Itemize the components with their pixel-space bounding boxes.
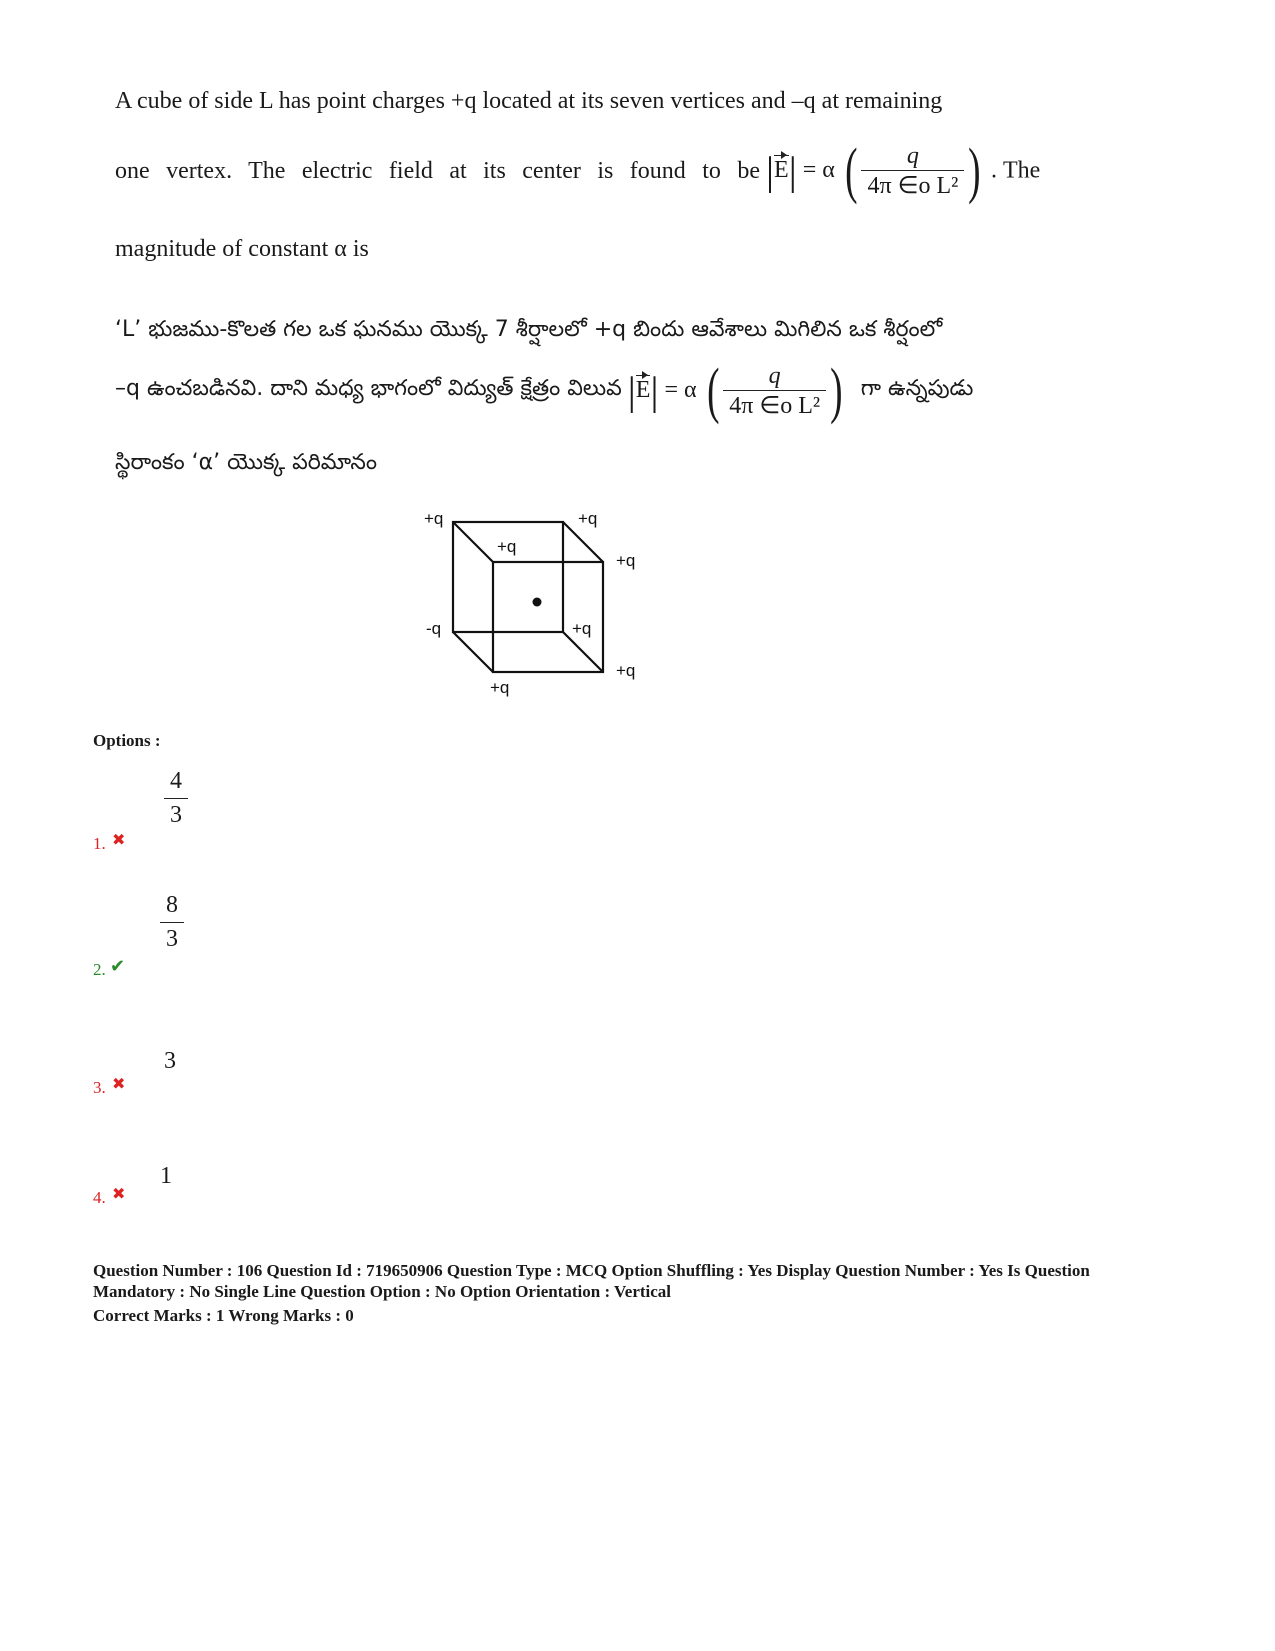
option-2-value[interactable]: [160, 892, 184, 953]
question-telugu-line-2-text: –q ఉంచబడినవి. దాని మధ్య భాగంలో విద్యుత్ క్షేత్రం విలువ: [115, 376, 622, 401]
vertex-label: +q: [490, 678, 510, 697]
question-telugu-line-3: స్థిరాంకం ‘α’ యొక్క పరిమానం: [115, 450, 378, 475]
option-1-number: 1.: [93, 834, 106, 853]
option-1-value[interactable]: [164, 768, 188, 829]
question-telugu-line-2: [115, 357, 974, 425]
vertex-label: +q: [572, 619, 592, 638]
formula-numerator: q: [906, 142, 919, 169]
question-english-line-2: [115, 137, 1041, 205]
option-3-number: 3.: [93, 1078, 106, 1097]
options-label: Options :: [93, 731, 161, 750]
cube-figure: [410, 500, 650, 700]
option-4-number: 4.: [93, 1188, 106, 1207]
e-vector-symbol-telugu: E: [635, 376, 651, 403]
question-meta: [93, 1260, 1183, 1326]
vertex-label: +q: [616, 551, 636, 570]
option-4-value[interactable]: 1: [160, 1163, 172, 1189]
formula-fraction-telugu: [723, 363, 826, 420]
formula-denominator: 4π ∈o L²: [861, 170, 964, 200]
vertex-label: +q: [497, 537, 517, 556]
equals-alpha: = α: [802, 156, 835, 183]
question-english-line-2-end: . The: [991, 157, 1041, 184]
question-telugu-line-2-end: గా ఉన్నపుడు: [860, 376, 974, 401]
option-2-numerator: 8: [166, 892, 178, 918]
question-meta-line-1: Question Number : 106 Question Id : 719650906 Question Type : MCQ Option Shuffling : Yes Display Question Number : Yes Is Question: [93, 1261, 1090, 1280]
option-3-value[interactable]: 3: [164, 1048, 176, 1074]
e-vector-symbol: E: [774, 156, 789, 183]
formula-fraction: [861, 143, 964, 200]
question-telugu-line-1: ‘L’ భుజము-కొలత గల ఒక ఘనము యొక్క 7 శీర్షాలలో +q బిందు ఆవేశాలు మిగిలిన ఒక శీర్షంలో: [115, 317, 943, 342]
question-english-line-2-text: one vertex. The electric field at its center is found to be: [115, 157, 760, 184]
field-formula: |E| = α ( $\frac{q}{\text{4π ∈o L²}}$ ): [766, 137, 981, 205]
option-2-denominator: 3: [166, 926, 178, 952]
option-2-number: 2.: [93, 960, 106, 979]
question-meta-line-2: Mandatory : No Single Line Question Option : No Option Orientation : Vertical: [93, 1282, 672, 1301]
option-1-numerator: 4: [170, 768, 182, 794]
field-formula-telugu: |E| = α ( $\frac{q}{\text{4π ∈o L²}}$ ): [627, 357, 843, 425]
vertex-label: -q: [426, 619, 442, 638]
question-english-line-1: A cube of side L has point charges +q located at its seven vertices and –q at remaining: [115, 88, 943, 114]
question-english-line-3: magnitude of constant α is: [115, 236, 369, 262]
question-meta-line-3: Correct Marks : 1 Wrong Marks : 0: [93, 1306, 354, 1325]
option-1-denominator: 3: [170, 802, 182, 828]
cross-icon: ✖: [112, 1076, 126, 1093]
check-icon: ✔: [110, 956, 126, 976]
cross-icon: ✖: [112, 1186, 126, 1203]
vertex-label: +q: [616, 661, 636, 680]
cube-center-dot: [533, 598, 542, 607]
formula-denominator-telugu: 4π ∈o L²: [723, 390, 826, 420]
equals-alpha-telugu: = α: [664, 376, 697, 403]
vertex-label: +q: [424, 509, 444, 528]
vertex-label: +q: [578, 509, 598, 528]
cross-icon: ✖: [112, 832, 126, 849]
formula-numerator-telugu: q: [768, 362, 781, 389]
